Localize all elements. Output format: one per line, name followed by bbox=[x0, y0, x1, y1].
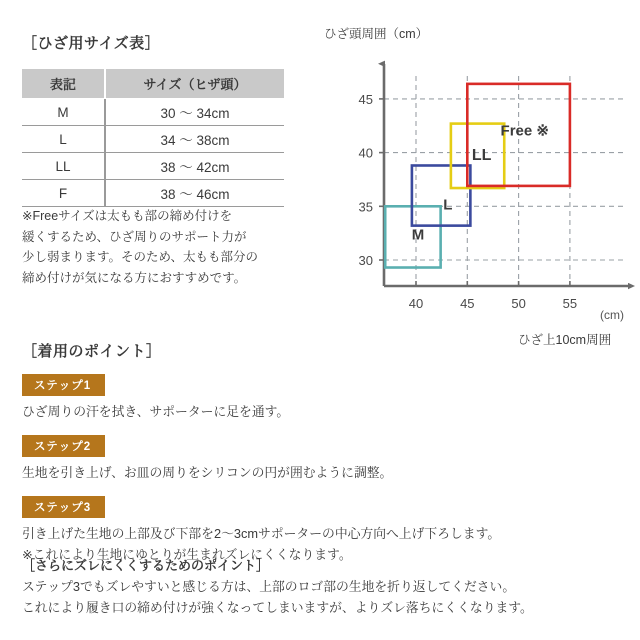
size-table-header-label: 表記 bbox=[22, 69, 105, 99]
free-size-note-line-3: 少し弱まります。そのため、太もも部分の bbox=[22, 250, 259, 265]
chart-x-axis-label: ひざ上10cm周囲 bbox=[518, 333, 612, 347]
size-table-section bbox=[22, 32, 292, 207]
wearing-points-heading: ［着用のポイント］ bbox=[22, 343, 162, 360]
free-size-note-line-2: 緩くするため、ひざ周りのサポート力が bbox=[22, 229, 247, 244]
xtick-label-40: 40 bbox=[408, 296, 424, 311]
ytick-label-40: 40 bbox=[358, 145, 373, 161]
free-size-note-line-1: ※Freeサイズは太もも部の締め付けを bbox=[22, 209, 233, 223]
size-table-heading: ［ひざ用サイズ表］ bbox=[22, 35, 161, 52]
table-row bbox=[22, 99, 284, 126]
step-1-badge: ステップ1 bbox=[22, 374, 105, 396]
step-1 bbox=[22, 361, 622, 422]
size-label-f: F bbox=[22, 180, 105, 207]
table-row bbox=[22, 126, 284, 153]
chart-y-axis-label: ひざ頭周囲（cm） bbox=[324, 27, 429, 41]
size-range-chart bbox=[318, 18, 640, 348]
xtick-label-55: 55 bbox=[562, 296, 578, 311]
step-2 bbox=[22, 422, 622, 483]
table-row bbox=[22, 180, 284, 207]
size-label-m: M bbox=[22, 99, 105, 126]
size-table bbox=[22, 69, 284, 207]
extra-tip-heading: ［さらにズレにくくするためのポイント］ bbox=[22, 558, 270, 573]
step-3-subtext: ※これにより生地にゆとりが生まれズレにくくなります。 bbox=[22, 547, 352, 563]
size-value-l: 34 ～ 38cm bbox=[105, 126, 284, 153]
step-2-badge: ステップ2 bbox=[22, 435, 105, 457]
size-table-head bbox=[22, 69, 284, 99]
step-2-text: 生地を引き上げ、お皿の周りをシリコンの円が囲むように調整。 bbox=[22, 464, 393, 480]
extra-tip-body bbox=[22, 577, 622, 618]
size-value-f: 38 ～ 46cm bbox=[105, 180, 284, 207]
ytick-label-35: 35 bbox=[358, 199, 373, 215]
step-3-text: 引き上げた生地の上部及び下部を2～3cmサポーターの中心方向へ上げ下ろします。 bbox=[22, 525, 501, 541]
size-table-header-size: サイズ（ヒザ頭） bbox=[105, 69, 284, 99]
size-box-label-ll: LL bbox=[471, 147, 492, 165]
free-size-note bbox=[22, 206, 312, 289]
step-3-badge: ステップ3 bbox=[22, 496, 105, 518]
size-label-ll: LL bbox=[22, 153, 105, 180]
size-table-body bbox=[22, 99, 284, 207]
step-3 bbox=[22, 483, 622, 566]
extra-tip-line-1: ステップ3でもズレやすいと感じる方は、上部のロゴ部の生地を折り返してください。 bbox=[22, 579, 516, 594]
size-label-l: L bbox=[22, 126, 105, 153]
table-row bbox=[22, 153, 284, 180]
step-1-text: ひざ周りの汗を拭き、サポーターに足を通す。 bbox=[22, 404, 290, 419]
wearing-points-section bbox=[22, 340, 622, 565]
ytick-label-45: 45 bbox=[358, 91, 373, 107]
size-box-label-l: L bbox=[443, 196, 453, 214]
xtick-label-45: 45 bbox=[460, 296, 475, 311]
size-box-label-m: M bbox=[411, 226, 425, 244]
ytick-label-30: 30 bbox=[358, 253, 373, 268]
size-value-ll: 38 ～ 42cm bbox=[105, 153, 284, 180]
size-box-label-free: Free ※ bbox=[500, 122, 549, 140]
size-table-header-row bbox=[22, 69, 284, 99]
xtick-label-50: 50 bbox=[511, 296, 526, 311]
free-size-note-line-4: 締め付けが気になる方におすすめです。 bbox=[22, 270, 247, 285]
extra-tip-section bbox=[22, 555, 622, 618]
chart-x-unit-label: (cm) bbox=[600, 308, 624, 322]
extra-tip-line-2: これにより履き口の締め付けが強くなってしまいますが、よりズレ落ちにくくなります。 bbox=[22, 599, 533, 615]
chart-size-boxes bbox=[385, 84, 570, 268]
size-range-chart-section bbox=[318, 18, 640, 348]
size-value-m: 30 ～ 34cm bbox=[105, 99, 284, 126]
